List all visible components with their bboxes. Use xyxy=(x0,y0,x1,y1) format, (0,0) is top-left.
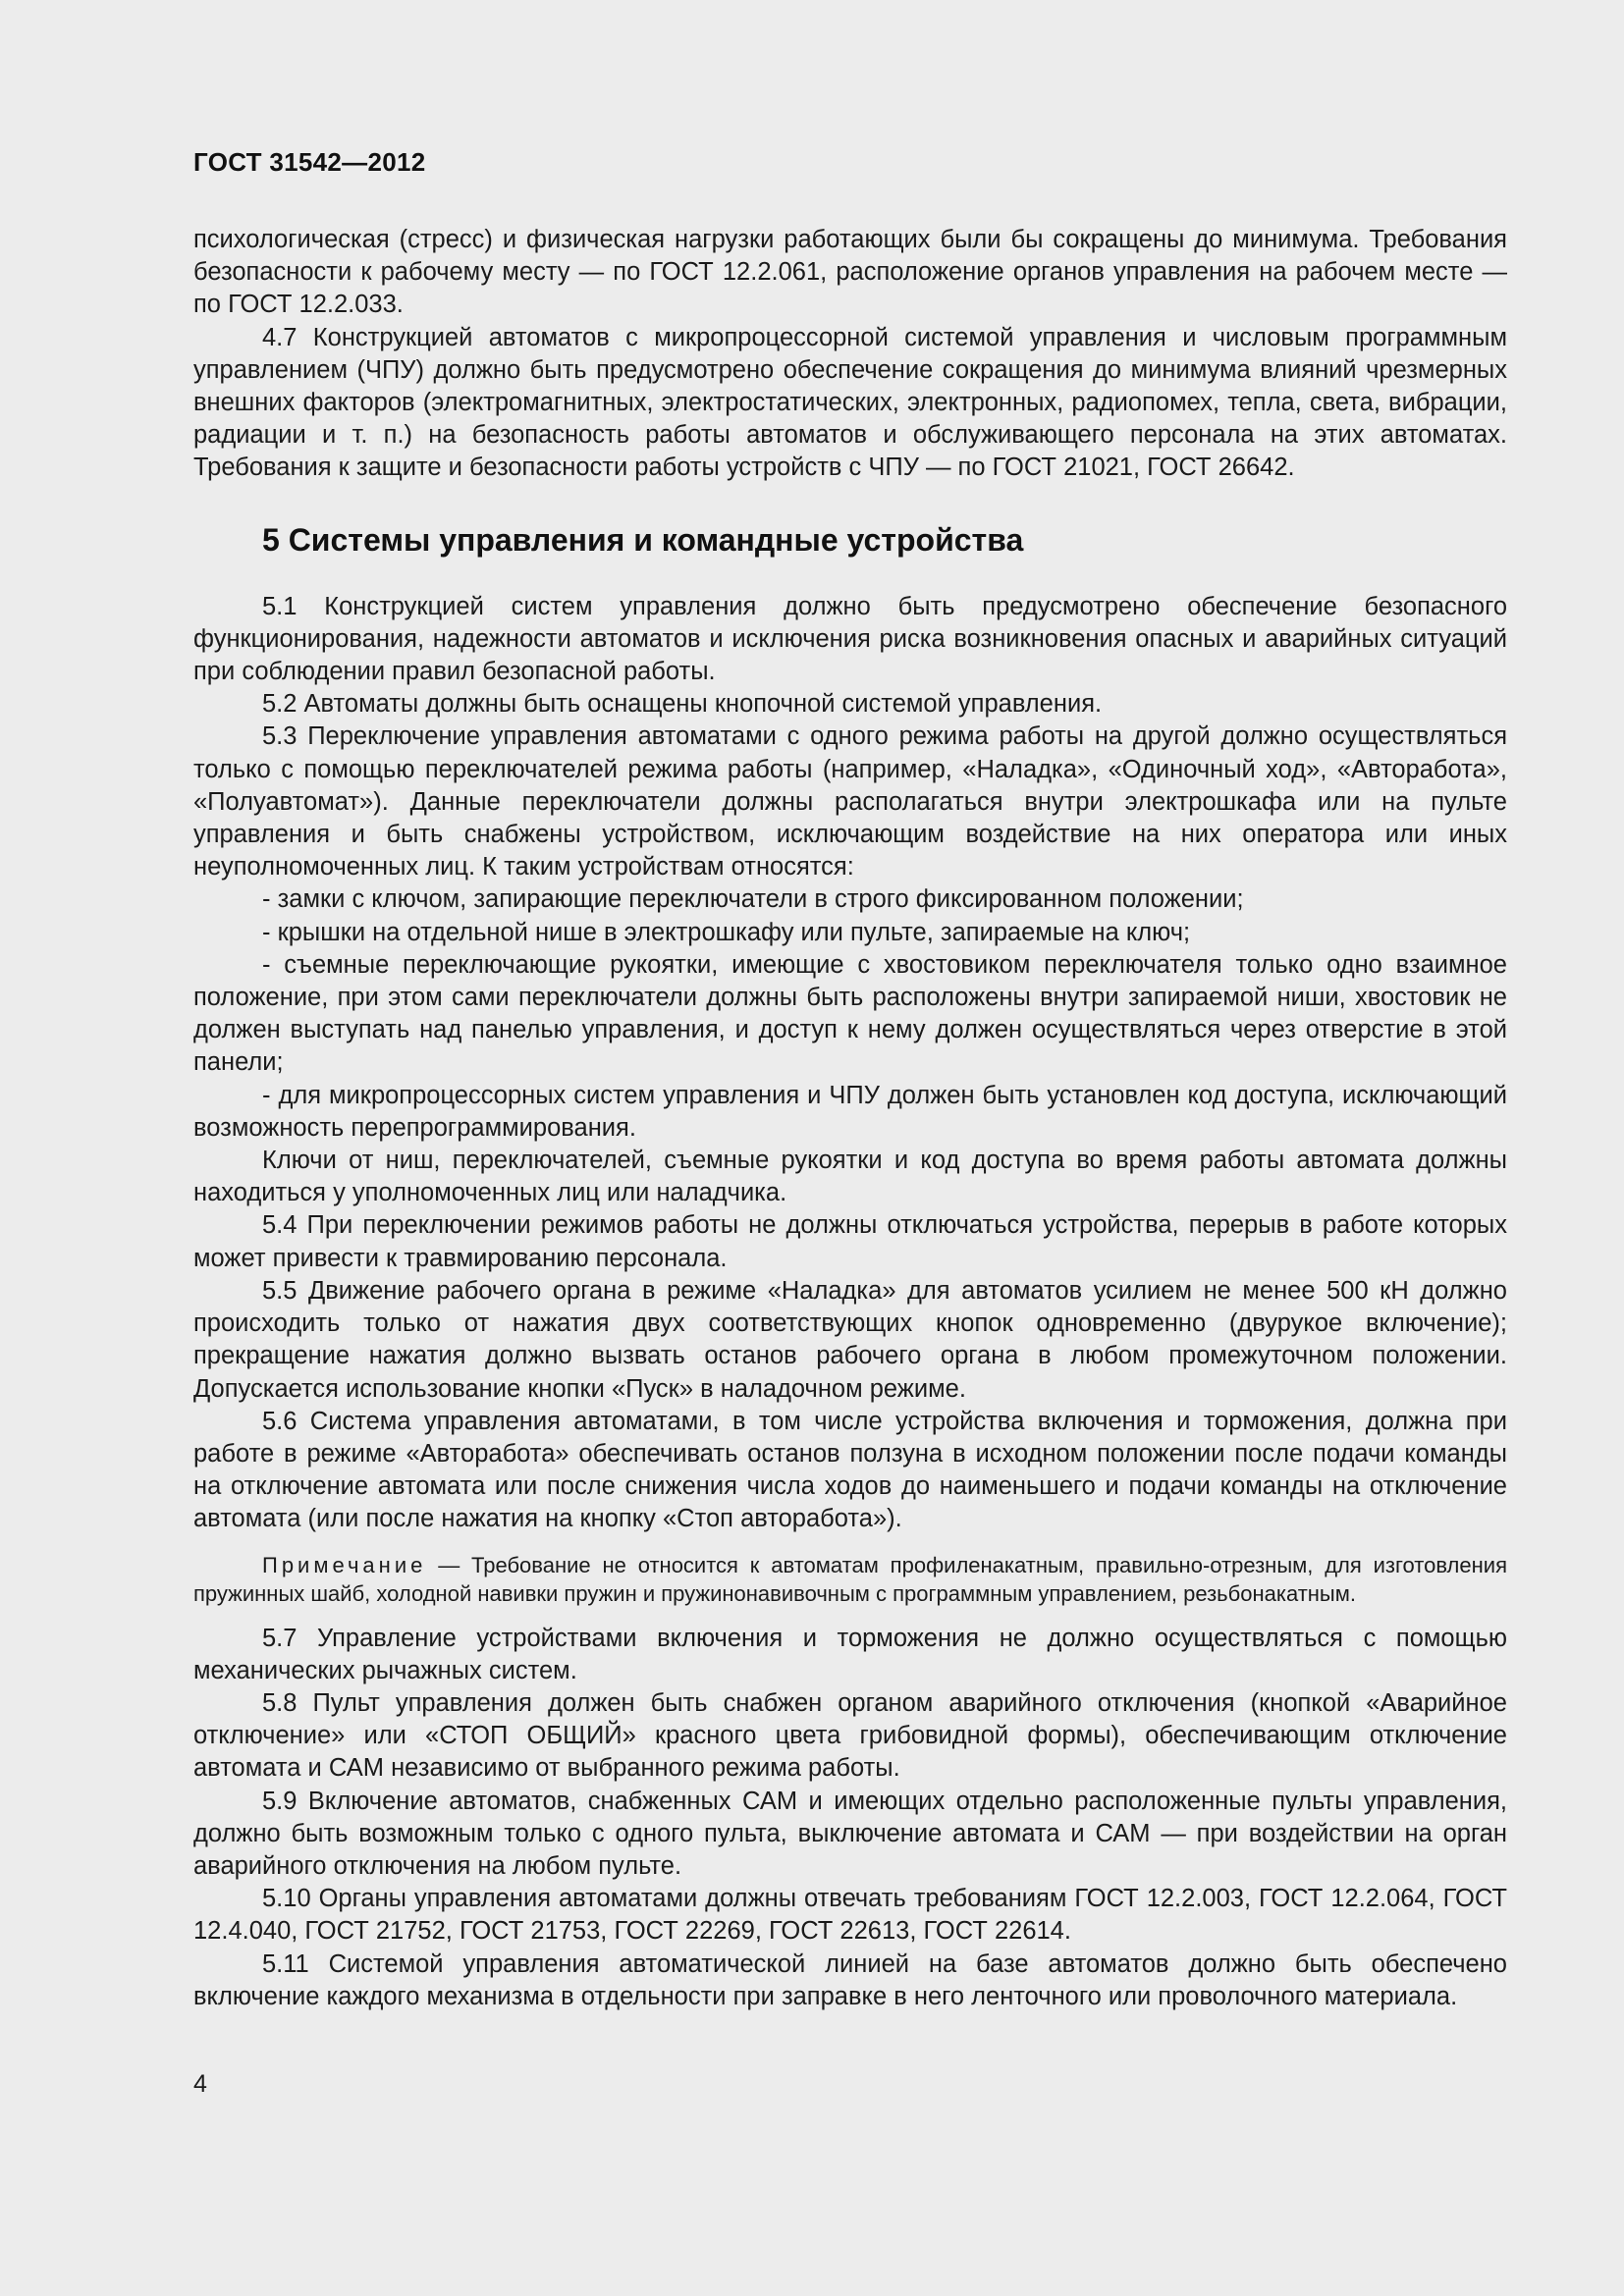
list-item-niche-covers: - крышки на отдельной нише в электрошкафу или пульте, запираемые на ключ; xyxy=(262,918,1191,946)
paragraph-5-4: 5.4 При переключении режимов работы не должны отключаться устройства, перерыв в работе которых может привести к травмированию персонала. xyxy=(193,1211,1507,1272)
section-5-heading: 5 Системы управления и командные устройства xyxy=(262,521,1024,558)
document-body xyxy=(193,224,1507,2013)
paragraph-4-7: 4.7 Конструкцией автоматов с микропроцессорной системой управления и числовым программным управлением (ЧПУ) должно быть предусмотрено обеспечение сокращения до минимума влияний чрезмерных внешних факторов (электромагнитных, электростатических, электронных, радиопомех, тепла, света, вибрации, радиации и т. п.) на безопасность работы автоматов и обслуживающего персонала на этих автоматах. Требования к защите и безопасности работы устройств с ЧПУ — по ГОСТ 21021, ГОСТ 26642. xyxy=(193,323,1507,482)
note-block xyxy=(193,1551,1507,1608)
paragraph-5-5: 5.5 Движение рабочего органа в режиме «Наладка» для автоматов усилием не менее 500 кН должно происходить только от нажатия двух соответствующих кнопок одновременно (двурукое включение); прекращение нажатия должно вызвать останов рабочего органа в любом промежуточном положении. Допускается использование кнопки «Пуск» в наладочном режиме. xyxy=(193,1276,1507,1403)
list-item-removable-handles: - съемные переключающие рукоятки, имеющие с хвостовиком переключателя только одно взаимное положение, при этом сами переключатели должны быть расположены внутри запираемой ниши, хвостовик не должен выступать над панелью управления, и доступ к нему должен осуществляться через отверстие в этой панели; xyxy=(193,950,1507,1077)
note-label: Примечание xyxy=(262,1552,427,1577)
note-text: — Требование не относится к автоматам профиленакатным, правильно-отрезным, для изготовления пружинных шайб, холодной навивки пружин и пружинонавивочным с программным управлением, резьбонакатным. xyxy=(193,1552,1507,1606)
paragraph-5-6: 5.6 Система управления автоматами, в том числе устройства включения и торможения, должна при работе в режиме «Авторабота» обеспечивать останов ползуна в исходном положении после подачи команды на отключение автомата или после снижения числа ходов до наименьшего и подачи команды на отключение автомата (или после нажатия на кнопку «Стоп авторабота»). xyxy=(193,1407,1507,1533)
list-item-key-locks: - замки с ключом, запирающие переключатели в строго фиксированном положении; xyxy=(262,885,1244,914)
paragraph-5-7: 5.7 Управление устройствами включения и торможения не должно осуществляться с помощью механических рычажных систем. xyxy=(193,1624,1507,1684)
paragraph-5-11: 5.11 Системой управления автоматической линией на базе автоматов должно быть обеспечено включение каждого механизма в отдельности при заправке в него ленточного или проволочного материала. xyxy=(193,1949,1507,2010)
paragraph-keys-custody: Ключи от ниш, переключателей, съемные рукоятки и код доступа во время работы автомата должны находиться у уполномоченных лиц или наладчика. xyxy=(193,1147,1507,1207)
paragraph-5-3: 5.3 Переключение управления автоматами с одного режима работы на другой должно осуществляться только с помощью переключателей режима работы (например, «Наладка», «Одиночный ход», «Авторабота», «Полуавтомат»). Данные переключатели должны располагаться внутри электрошкафа или на пульте управления и быть снабжены устройством, исключающим воздействие на них оператора или иных неуполномоченных лиц. К таким устройствам относятся: xyxy=(193,722,1507,881)
standard-header: ГОСТ 31542—2012 xyxy=(193,147,426,177)
list-item-access-code: - для микропроцессорных систем управления и ЧПУ должен быть установлен код доступа, исключающий возможность перепрограммирования. xyxy=(193,1081,1507,1142)
paragraph-5-8: 5.8 Пульт управления должен быть снабжен органом аварийного отключения (кнопкой «Аварийное отключение» или «СТОП ОБЩИЙ» красного цвета грибовидной формы), обеспечивающим отключение автомата и САМ независимо от выбранного режима работы. xyxy=(193,1688,1507,1783)
paragraph-5-9: 5.9 Включение автоматов, снабженных САМ и имеющих отдельно расположенные пульты управления, должно быть возможным только с одного пульта, выключение автомата и САМ — при воздействии на орган аварийного отключения на любом пульте. xyxy=(193,1787,1507,1880)
paragraph-5-2: 5.2 Автоматы должны быть оснащены кнопочной системой управления. xyxy=(262,690,1103,719)
paragraph-5-1: 5.1 Конструкцией систем управления должно быть предусмотрено обеспечение безопасного функционирования, надежности автоматов и исключения риска возникновения опасных и аварийных ситуаций при соблюдении правил безопасной работы. xyxy=(193,592,1507,686)
continuation-paragraph: психологическая (стресс) и физическая нагрузки работающих были бы сокращены до минимума. Требования безопасности к рабочему месту — по ГОСТ 12.2.061, расположение органов управления на рабочем месте — по ГОСТ 12.2.033. xyxy=(193,226,1507,319)
paragraph-5-10: 5.10 Органы управления автоматами должны отвечать требованиям ГОСТ 12.2.003, ГОСТ 12.2.064, ГОСТ 12.4.040, ГОСТ 21752, ГОСТ 21753, ГОСТ 22269, ГОСТ 22613, ГОСТ 22614. xyxy=(193,1885,1507,1946)
page-number: 4 xyxy=(193,2070,207,2098)
